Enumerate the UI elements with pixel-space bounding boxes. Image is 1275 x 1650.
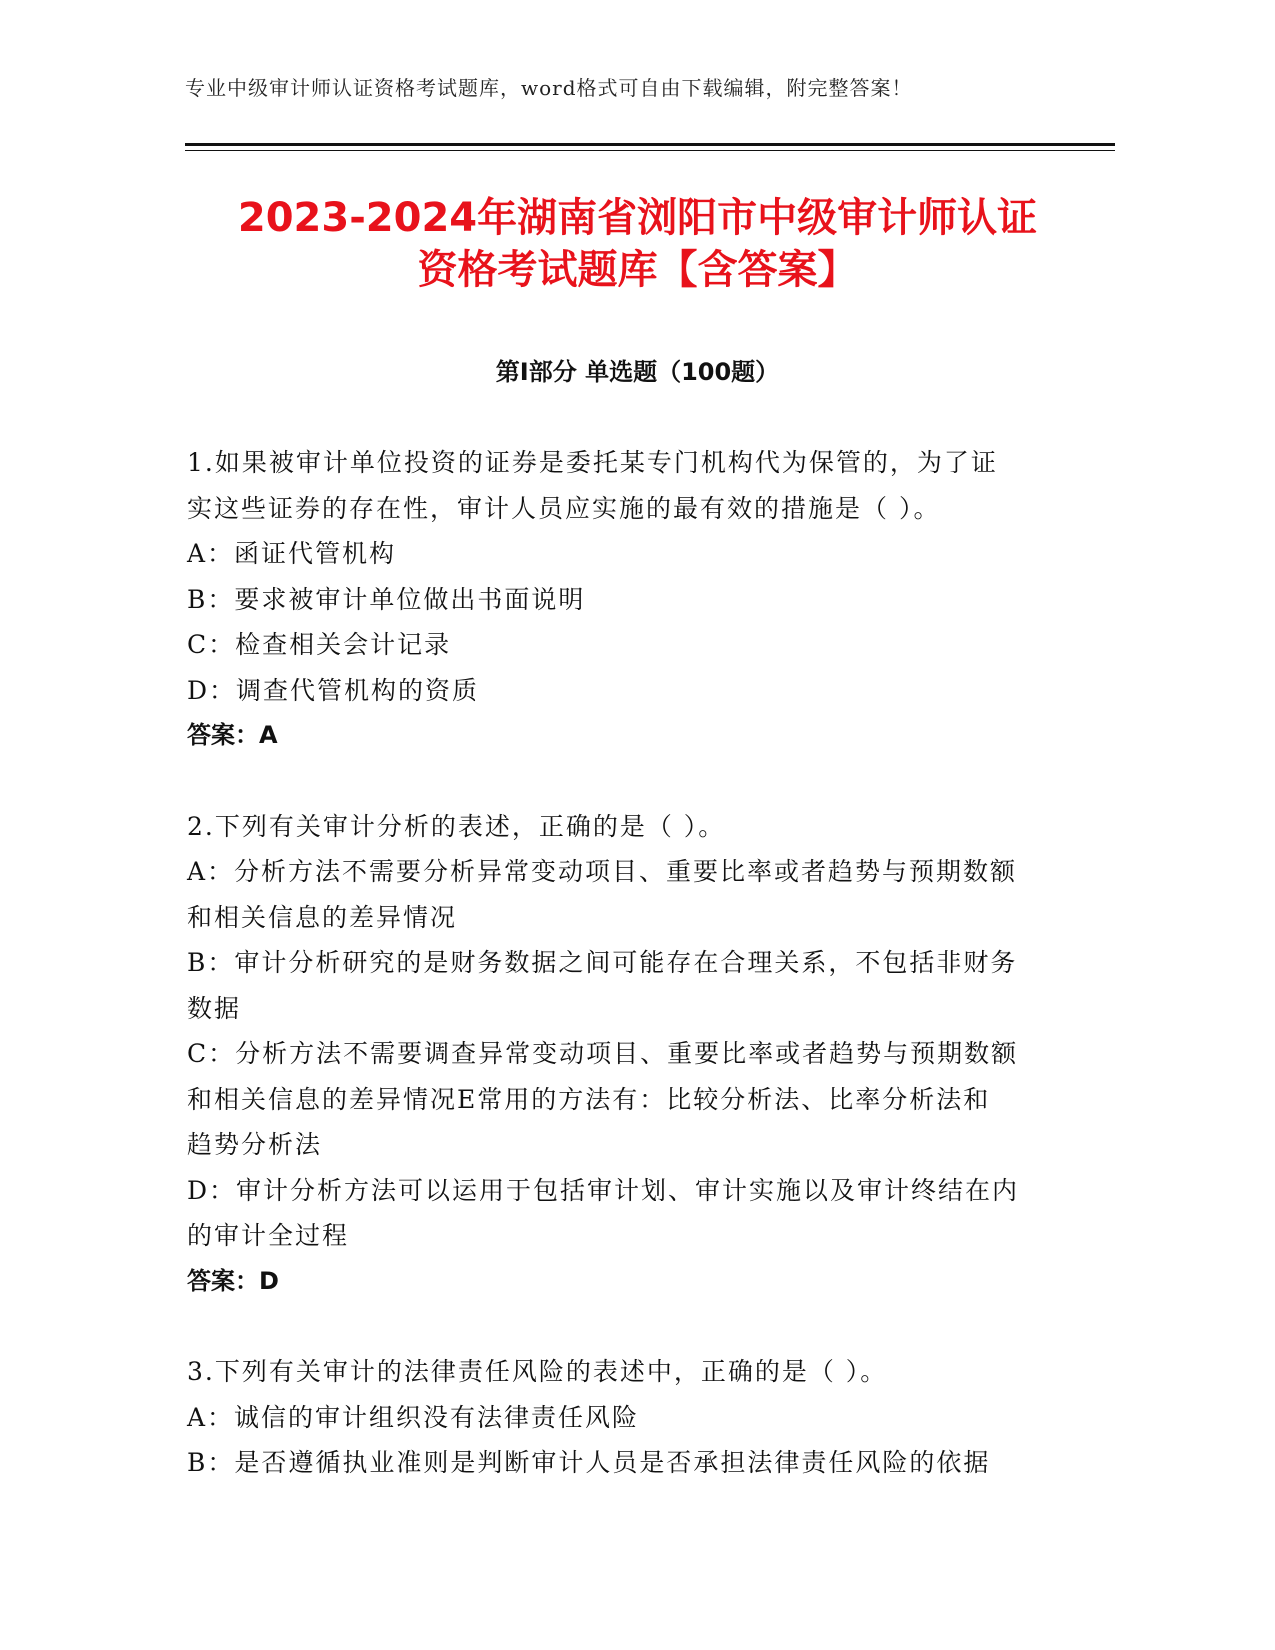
option-a: A：函证代管机构 <box>187 539 397 568</box>
option-d-continued: 的审计全过程 <box>187 1221 350 1250</box>
option-b: B：是否遵循执业准则是判断审计人员是否承担法律责任风险的依据 <box>187 1448 991 1477</box>
document-title <box>150 192 1125 296</box>
question-stem-line: 1.如果被审计单位投资的证券是委托某专门机构代为保管的，为了证 <box>187 448 998 477</box>
option-b: B：要求被审计单位做出书面说明 <box>187 584 586 614</box>
question-stem-line: 3.下列有关审计的法律责任风险的表述中，正确的是（ ）。 <box>187 1357 888 1386</box>
option-d: D：调查代管机构的资质 <box>187 675 480 705</box>
title-line-2: 资格考试题库【含答案】 <box>417 247 858 293</box>
question-spacer <box>187 759 1087 804</box>
option-c: C：检查相关会计记录 <box>187 630 452 659</box>
header-rule-thick <box>185 143 1115 146</box>
question-3 <box>187 1349 1087 1486</box>
header-rule-thin <box>185 150 1115 151</box>
option-c-continued: 趋势分析法 <box>187 1130 323 1159</box>
title-line-1: 2023-2024年湖南省浏阳市中级审计师认证 <box>237 195 1038 241</box>
option-b: B：审计分析研究的是财务数据之间可能存在合理关系，不包括非财务 <box>187 948 1018 977</box>
option-a: A：分析方法不需要分析异常变动项目、重要比率或者趋势与预期数额 <box>187 857 1018 886</box>
option-c-continued: 和相关信息的差异情况E常用的方法有：比较分析法、比率分析法和 <box>187 1084 991 1114</box>
option-a: A：诚信的审计组织没有法律责任风险 <box>187 1402 640 1432</box>
answer-label: 答案：D <box>187 1266 279 1295</box>
option-c: C：分析方法不需要调查异常变动项目、重要比率或者趋势与预期数额 <box>187 1039 1019 1068</box>
option-b-continued: 数据 <box>187 993 242 1023</box>
question-2 <box>187 804 1087 1305</box>
header-note: 专业中级审计师认证资格考试题库，word格式可自由下载编辑，附完整答案！ <box>185 76 913 100</box>
answer-label: 答案：A <box>187 721 278 749</box>
question-list <box>187 440 1087 1486</box>
option-d: D：审计分析方法可以运用于包括审计划、审计实施以及审计终结在内 <box>187 1175 1020 1205</box>
question-stem-line: 实这些证券的存在性，审计人员应实施的最有效的措施是（ ）。 <box>187 493 941 523</box>
question-spacer <box>187 1304 1087 1349</box>
question-1 <box>187 440 1087 759</box>
option-a-continued: 和相关信息的差异情况 <box>187 902 458 932</box>
section-heading: 第Ⅰ部分 单选题（100题） <box>495 358 780 386</box>
question-stem-line: 2.下列有关审计分析的表述，正确的是（ ）。 <box>187 811 726 841</box>
